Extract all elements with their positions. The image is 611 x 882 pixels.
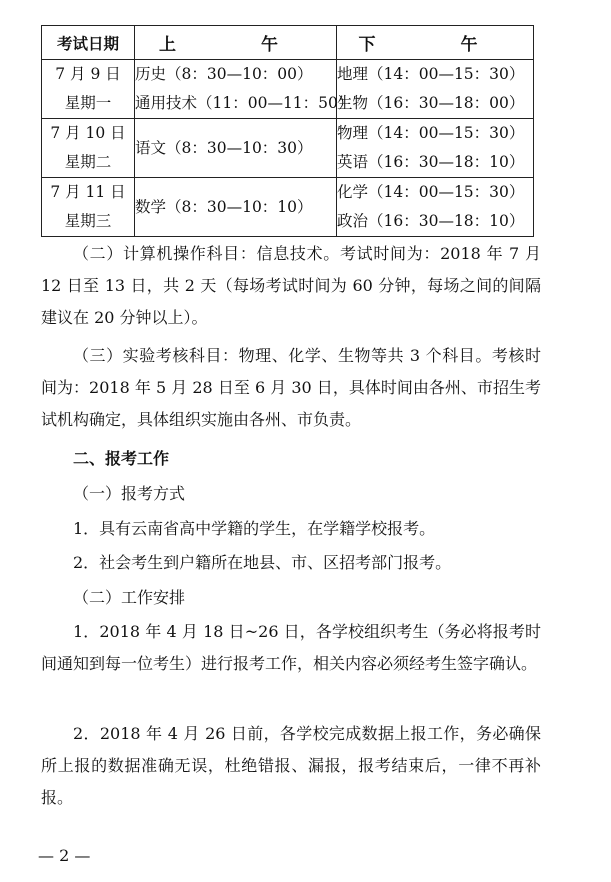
date-cell	[42, 119, 135, 178]
table-row	[42, 119, 534, 178]
weekday-text: 星期三	[64, 212, 112, 230]
weekday-text: 星期一	[64, 94, 112, 112]
table-row	[42, 178, 534, 237]
list-item-1: 1．具有云南省高中学籍的学生，在学籍学校报考。	[73, 519, 436, 538]
header-date: 考试日期	[42, 26, 135, 60]
morning-cell	[135, 178, 337, 237]
paragraph-arrangement-2: 2．2018 年 4 月 26 日前，各学校完成数据上报工作，务必确保所上报的数据准确无误，杜绝错报、漏报，报考结束后，一律不再补报。	[41, 724, 541, 807]
paragraph-experiment-subject: （三）实验考核科目：物理、化学、生物等共 3 个科目。考核时间为：2018 年 5 月 28 日至 6 月 30 日，具体时间由各州、市招生考试机构确定，具体组织实施由各州、市负责。	[41, 346, 541, 429]
date-cell	[42, 60, 135, 119]
header-afternoon: 下 午	[337, 26, 534, 60]
table-header-row	[42, 26, 534, 60]
subheading-work-arrangement: （二）工作安排	[73, 588, 186, 607]
date-text: 7 月 10 日	[50, 124, 126, 142]
exam-entry: 英语（16：30—18：10）	[337, 153, 525, 171]
date-text: 7 月 9 日	[55, 65, 121, 83]
list-item-2: 2．社会考生到户籍所在地县、市、区招考部门报考。	[73, 553, 452, 572]
afternoon-cell	[337, 60, 534, 119]
exam-entry: 化学（14：00—15：30）	[337, 183, 525, 201]
afternoon-cell	[337, 178, 534, 237]
exam-entry: 地理（14：00—15：30）	[337, 65, 525, 83]
exam-entry: 语文（8：30—10：30）	[135, 138, 313, 157]
paragraph-computer-subject: （二）计算机操作科目：信息技术。考试时间为：2018 年 7 月 12 日至 13 日，共 2 天（每场考试时间为 60 分钟，每场之间的间隔建议在 20 分钟以上）。	[41, 244, 541, 327]
paragraph-arrangement-1: 1．2018 年 4 月 18 日~26 日，各学校组织考生（务必将报考时间通知到每一位考生）进行报考工作，相关内容必须经考生签字确认。	[41, 622, 541, 673]
weekday-text: 星期二	[64, 153, 112, 171]
exam-entry: 数学（8：30—10：10）	[135, 197, 313, 216]
date-cell	[42, 178, 135, 237]
table-row	[42, 60, 534, 119]
exam-entry: 物理（14：00—15：30）	[337, 124, 525, 142]
exam-entry: 政治（16：30—18：10）	[337, 212, 525, 230]
date-text: 7 月 11 日	[50, 183, 126, 201]
exam-entry: 历史（8：30—10：00）	[135, 65, 313, 83]
afternoon-cell	[337, 119, 534, 178]
subheading-registration-method: （一）报考方式	[73, 484, 186, 503]
page-number: — 2 —	[38, 846, 91, 865]
morning-cell	[135, 60, 354, 119]
exam-schedule-table	[41, 25, 534, 237]
exam-entry: 通用技术（11：00—11：50）	[135, 94, 354, 112]
header-morning: 上 午	[135, 26, 337, 60]
section-heading-registration: 二、报考工作	[73, 449, 170, 468]
exam-entry: 生物（16：30—18：00）	[337, 94, 525, 112]
morning-cell	[135, 119, 337, 178]
